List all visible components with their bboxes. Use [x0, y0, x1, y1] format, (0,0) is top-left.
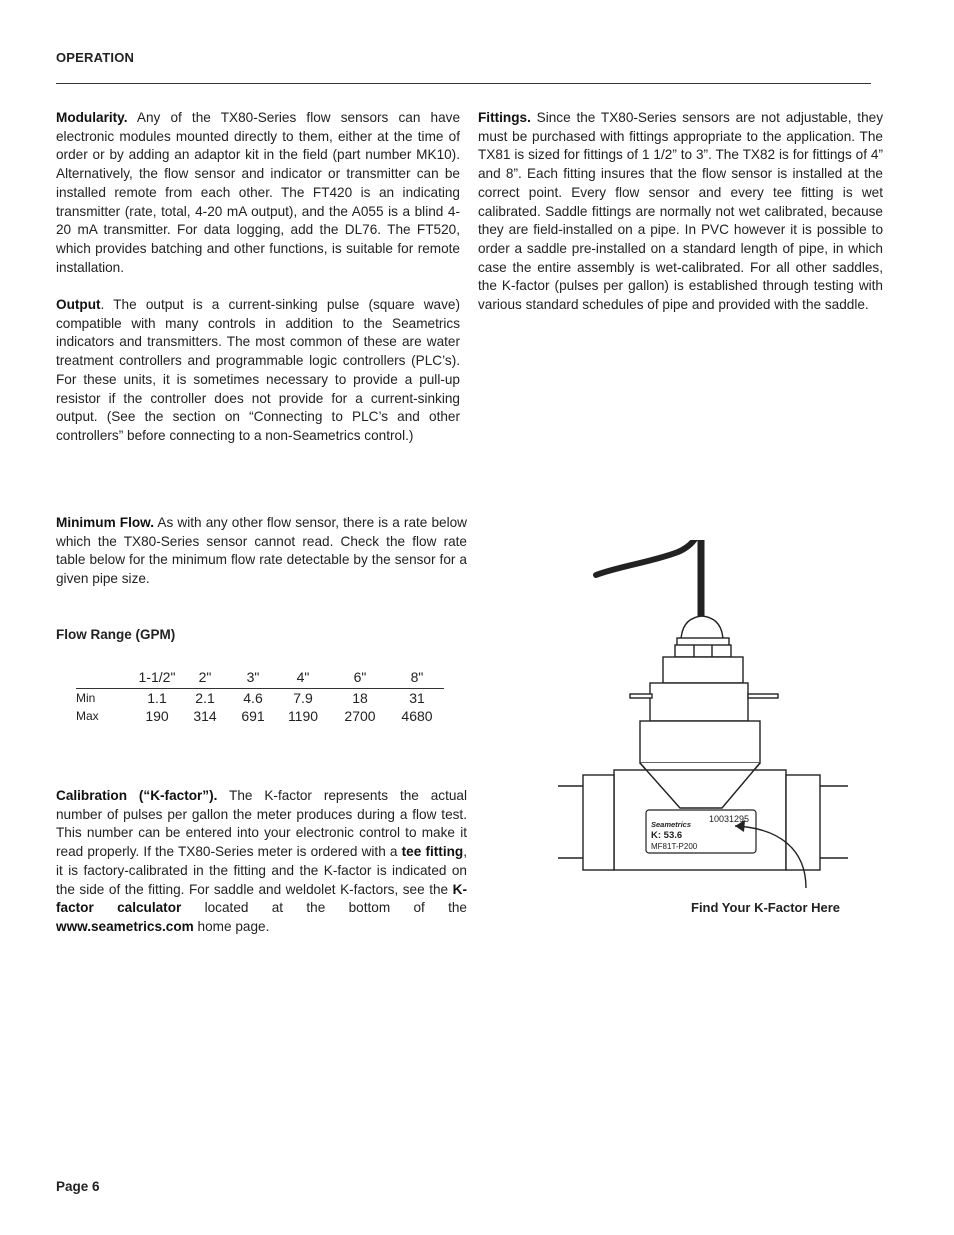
table-cell: 7.9 [293, 690, 313, 706]
flow-sensor-illustration [540, 540, 880, 890]
header-rule [56, 83, 871, 84]
output-paragraph [56, 296, 460, 446]
minimum-flow-text: As with any other flow sensor, there is a rate below which the TX80-Series sensor cannot read. Check the flow rate table below for the minimum flow rate detectable by the sensor for a given pipe size. [56, 515, 467, 587]
label-brand-logo: Seametrics [651, 820, 692, 829]
tee-fitting-term: tee fitting [401, 844, 464, 860]
table-cell: 190 [145, 708, 169, 724]
table-cell: 2.1 [195, 690, 215, 706]
calibration-text: , it is factory-calibrated in the fitting and the K-factor is indicated on the side of the fitting. For saddle and weldolet K-factors, see the [56, 844, 467, 897]
table-cell: 691 [241, 708, 265, 724]
column-header: 6" [330, 666, 390, 689]
label-kfactor: K: 53.6 [651, 830, 683, 841]
table-row [76, 689, 444, 708]
flow-range-table [76, 666, 444, 725]
column-header: 1-1/2" [134, 666, 180, 689]
table-header-row [76, 666, 444, 689]
modularity-heading: Modularity. [56, 110, 128, 125]
column-header: 2" [180, 666, 230, 689]
calibration-text: home page. [193, 918, 270, 934]
illustration-caption: Find Your K-Factor Here [691, 900, 841, 915]
table-cell: 2700 [344, 708, 376, 724]
table-cell: 314 [193, 708, 217, 724]
table-cell: 1190 [287, 708, 319, 724]
output-heading: Output [56, 297, 101, 312]
flange-wing-left [630, 694, 652, 698]
table-cell: 18 [352, 690, 368, 706]
column-header: 3" [230, 666, 276, 689]
table-cell: 4.6 [243, 690, 263, 706]
gland-nut [675, 645, 731, 657]
modularity-text: Any of the TX80-Series flow sensors can have electronic modules mounted directly to them, either at the time of order or by adding an adaptor kit in the field (part number MK10). Alternatively, the flow sensor and indicator or transmitter can be installed remote from each other. The FT420 is an indicating transmitter (rate, total, 4-20 mA output), and the A055 is a blind 4-20 mA transmitter. For data logging, add the DL76. The FT520, which provides batching and other functions, is suitable for remote installation. [56, 110, 460, 275]
label-model: MF81T-P200 [651, 842, 698, 851]
flange-wing-right [748, 694, 778, 698]
minimum-flow-paragraph [56, 514, 467, 589]
modularity-paragraph [56, 109, 460, 277]
calibration-heading: Calibration (“K-factor”). [56, 788, 218, 803]
label-serial: 10031295 [709, 814, 750, 824]
flow-range-title: Flow Range (GPM) [56, 627, 176, 642]
website-term: www.seametrics.com [56, 918, 194, 934]
cable-gland-dome [681, 616, 723, 640]
table-cell: 4680 [401, 708, 433, 724]
output-text: . The output is a current-sinking pulse (square wave) compatible with many controls in addition to the Seametrics indicators and transmitters. The most common of these are water treatment controllers and programmable logic controllers (PLC’s). For these units, it is sometimes necessary to provide a pull-up resistor if the controller does not provide for a current-sinking output. (See the section on “Connecting to PLC’s and other controllers” before connecting to a non-Seametrics control.) [56, 297, 460, 443]
pipe-end-left [583, 775, 614, 870]
table-corner [76, 666, 134, 689]
section-header: OPERATION [56, 50, 135, 65]
column-header: 8" [390, 666, 444, 689]
row-label: Min [76, 691, 96, 705]
table-row [76, 707, 444, 725]
minimum-flow-heading: Minimum Flow. [56, 515, 155, 530]
hex-body [663, 657, 743, 683]
cable [596, 540, 701, 575]
table-cell: 31 [409, 690, 425, 706]
column-header: 4" [276, 666, 330, 689]
page-number: Page 6 [56, 1179, 100, 1194]
fitting-body [640, 721, 760, 763]
table-cell: 1.1 [147, 690, 167, 706]
fittings-text: Since the TX80-Series sensors are not adjustable, they must be purchased with fittings appropriate to the application. The TX81 is sized for fittings of 1 1/2” to 3”. The TX82 is for fittings of 4” and 8”. Each fitting insures that the flow sensor is installed at the correct point. Every flow sensor and every tee fitting is wet calibrated. Saddle fittings are normally not wet calibrated, because they are field-installed on a pipe. In PVC however it is possible to order a saddle pre-installed on a standard length of pipe, in which case the entire assembly is wet-calibrated. For all other saddles, the K-factor (pulses per gallon) is established through testing with various standard schedules of pipe and provided with the saddle. [478, 110, 883, 313]
calibration-text: located at the bottom of the [181, 900, 467, 916]
pipe-end-right [786, 775, 820, 870]
fittings-paragraph [478, 109, 883, 315]
flange [650, 683, 748, 721]
calibration-text: The K-factor represents the actual number of pulses per gallon the meter produces during a flow test. This number can be entered into your electronic control to make it read properly. If the TX80-Series meter is ordered with a [56, 788, 467, 860]
calibration-paragraph [56, 787, 467, 937]
fittings-heading: Fittings. [478, 110, 531, 125]
kfactor-calculator-term: K-factor calculator [56, 881, 467, 916]
row-label: Max [76, 709, 99, 723]
